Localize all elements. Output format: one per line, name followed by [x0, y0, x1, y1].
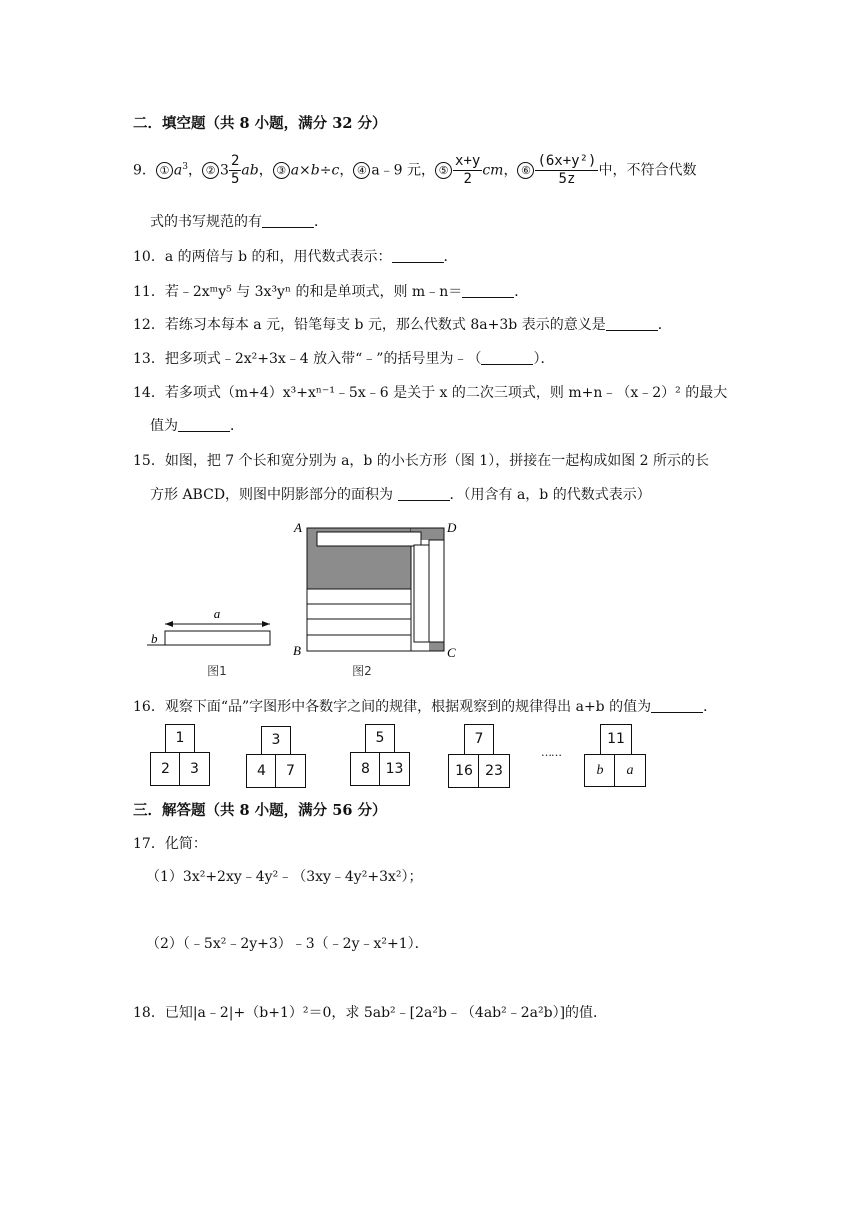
ellipsis: ……	[541, 746, 561, 759]
question-9-line-2	[150, 212, 328, 232]
punctuation: ）．	[533, 351, 555, 367]
question-text: 如图，把 7 个长和宽分别为 a，b 的小长方形（图 1），拼接在一起构成如图 2 所示的长	[164, 453, 710, 469]
answer-blank[interactable]	[262, 215, 314, 228]
punctuation: ．	[703, 699, 718, 715]
vertex-b: B	[293, 643, 301, 658]
expr: a×b÷c	[290, 162, 340, 179]
pin-left-cell: 16	[448, 754, 480, 788]
question-text: 观察下面“品”字图形中各数字之间的规律，根据观察到的规律得出 a+b 的值为	[164, 699, 652, 715]
pin-left-cell: b	[584, 754, 616, 787]
question-17-part-2: （2）（﹣5x²﹣2y+3）﹣3（﹣2y﹣x²+1）．	[146, 936, 429, 952]
question-text: a 的两倍与 b 的和，用代数式表示：	[164, 249, 392, 265]
question-text: 值为	[150, 418, 178, 434]
fraction-numerator: x+y	[455, 153, 481, 169]
question-number: 12．	[133, 317, 165, 333]
punctuation: ．	[657, 317, 672, 333]
pin-top-cell: 5	[365, 724, 395, 753]
top-rectangle	[317, 532, 421, 546]
expr: ab	[241, 162, 259, 179]
question-17	[133, 834, 207, 854]
question-number: 10．	[133, 249, 165, 265]
question-number: 16．	[133, 699, 165, 715]
answer-blank[interactable]	[392, 250, 444, 263]
question-16	[133, 697, 717, 717]
circled-number: ④	[353, 162, 370, 179]
pin-top-cell: 7	[464, 724, 494, 755]
punctuation: ．	[230, 418, 244, 434]
circled-number: ⑤	[435, 162, 452, 179]
question-number: 9．	[133, 162, 156, 179]
separator: ，	[421, 162, 436, 179]
question-11	[133, 282, 528, 302]
arrow-right-icon	[262, 621, 270, 627]
expr: 3	[220, 162, 229, 179]
question-15-line-2	[150, 485, 651, 505]
question-number: 15．	[133, 453, 165, 469]
separator: ，	[503, 162, 518, 179]
pin-left-cell: 2	[150, 752, 181, 786]
question-text: 把多项式﹣2x²+3x﹣4 放入带“﹣”的括号里为﹣（	[164, 351, 482, 367]
shaded-region-bottom-right	[429, 642, 444, 651]
stacked-rectangle	[307, 589, 411, 604]
question-number: 18．	[133, 1005, 165, 1021]
question-text: 若﹣2xᵐy⁵ 与 3x³yⁿ 的和是单项式，则 m﹣n＝	[164, 284, 463, 300]
pin-top-cell: 3	[261, 726, 291, 755]
question-text: 式的书写规范的有	[150, 214, 262, 230]
question-text: 方形 ABCD，则图中阴影部分的面积为	[150, 487, 398, 503]
fraction	[535, 153, 598, 188]
separator: ，	[339, 162, 354, 179]
question-number: 14．	[133, 385, 165, 401]
figure-2	[288, 516, 468, 682]
punctuation: ．	[514, 284, 529, 300]
small-rectangle	[165, 631, 270, 645]
fraction-denominator: 5z	[558, 171, 576, 187]
answer-blank[interactable]	[651, 700, 703, 713]
stacked-rectangle	[307, 635, 411, 651]
pin-top-cell: 11	[600, 724, 632, 755]
answer-blank[interactable]	[178, 419, 230, 432]
answer-blank[interactable]	[606, 318, 658, 331]
figure-1-caption: 图1	[207, 664, 227, 678]
question-text: 中，不符合代数	[598, 162, 697, 179]
question-18	[133, 1003, 607, 1023]
question-14-line-2	[150, 416, 244, 436]
punctuation: ．	[443, 249, 458, 265]
exponent: 3	[182, 161, 189, 172]
fraction-numerator: (6x+y²)	[537, 153, 597, 169]
question-text: ．（用含有 a，b 的代数式表示）	[449, 487, 651, 503]
question-text: 已知|a﹣2|+（b+1）²＝0，求 5ab²﹣[2a²b﹣（4ab²﹣2a²b）]的值．	[164, 1005, 608, 1021]
separator: ，	[258, 162, 273, 179]
question-17-part-1: （1）3x²+2xy﹣4y²﹣（3xy﹣4y²+3x²）；	[146, 869, 423, 885]
question-text: 化简：	[164, 836, 207, 852]
circled-number: ③	[273, 162, 290, 179]
question-15	[133, 451, 709, 471]
question-9	[133, 153, 696, 188]
question-14	[133, 383, 727, 403]
fraction	[453, 153, 482, 188]
expr: a	[173, 162, 183, 179]
vertical-rectangle	[414, 545, 429, 642]
answer-blank[interactable]	[398, 488, 450, 501]
stacked-rectangle	[307, 619, 411, 635]
question-12	[133, 315, 672, 335]
figure-2-caption: 图2	[352, 664, 372, 678]
circled-number: ⑥	[517, 162, 534, 179]
question-10	[133, 247, 458, 267]
question-number: 11．	[133, 284, 165, 300]
pin-right-cell: 7	[275, 754, 306, 788]
section-3-title: 三．解答题（共 8 小题，满分 56 分）	[133, 802, 387, 819]
pin-top-cell: 1	[165, 724, 195, 753]
pin-right-cell: 3	[179, 752, 210, 786]
expr: a﹣9 元	[371, 162, 422, 179]
pin-left-cell: 8	[350, 752, 381, 786]
answer-blank[interactable]	[481, 352, 533, 365]
question-text: 若多项式（m+4）x³+xⁿ⁻¹﹣5x﹣6 是关于 x 的二次三项式，则 m+n﹣（x﹣2）² 的最大	[164, 385, 728, 401]
label-a: a	[213, 606, 221, 621]
question-text: 若练习本每本 a 元，铅笔每支 b 元，那么代数式 8a+3b 表示的意义是	[164, 317, 606, 333]
punctuation: ．	[314, 214, 328, 230]
vertical-rectangle	[429, 540, 444, 642]
question-number: 17．	[133, 836, 165, 852]
circled-number: ①	[156, 162, 173, 179]
label-b: b	[151, 631, 158, 646]
vertex-a: A	[294, 520, 302, 535]
figure-1	[145, 598, 275, 683]
fraction-numerator: 2	[230, 153, 240, 169]
stacked-rectangle	[307, 604, 411, 619]
fraction-denominator: 2	[463, 171, 472, 187]
pin-right-cell: a	[614, 754, 646, 787]
vertex-d: D	[447, 520, 457, 535]
pin-left-cell: 4	[246, 754, 277, 788]
expr: cm	[482, 162, 504, 179]
fraction	[229, 153, 241, 188]
answer-blank[interactable]	[462, 285, 514, 298]
circled-number: ②	[202, 162, 219, 179]
pin-right-cell: 13	[379, 752, 410, 786]
vertex-c: C	[447, 645, 456, 660]
fraction-denominator: 5	[230, 171, 240, 187]
separator: ，	[188, 162, 203, 179]
pin-right-cell: 23	[478, 754, 510, 788]
question-number: 13．	[133, 351, 165, 367]
arrow-left-icon	[165, 621, 173, 627]
question-13	[133, 349, 554, 369]
section-2-title: 二．填空题（共 8 小题，满分 32 分）	[133, 115, 387, 132]
